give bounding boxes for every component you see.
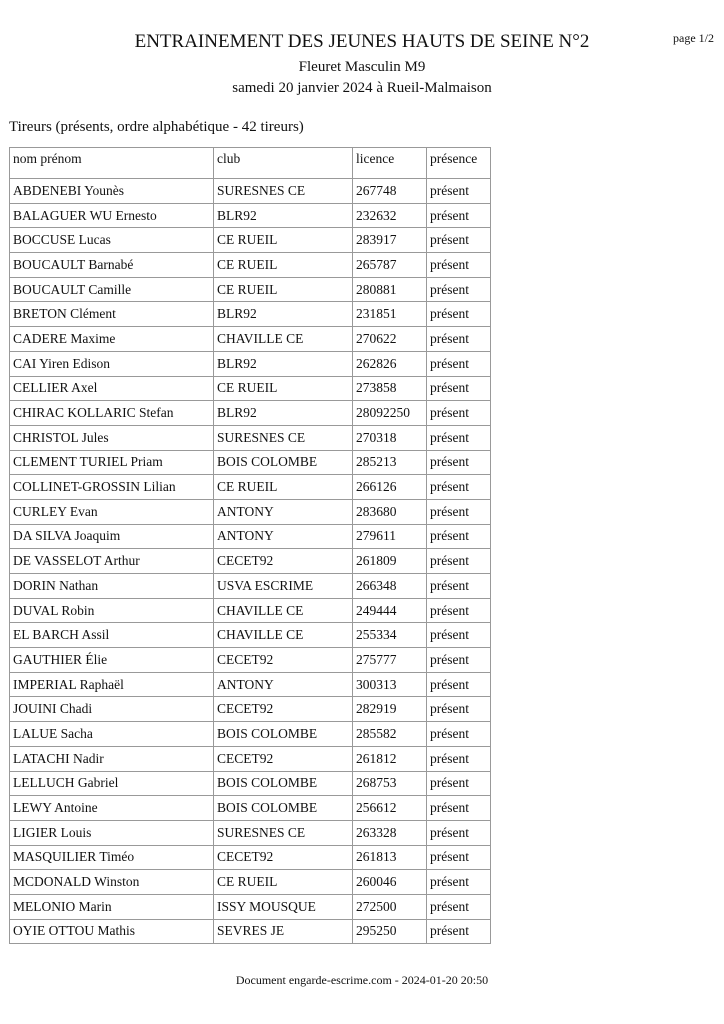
cell-licence: 273858 xyxy=(353,376,427,401)
cell-presence: présent xyxy=(427,648,491,673)
cell-licence: 270318 xyxy=(353,425,427,450)
cell-name: MASQUILIER Timéo xyxy=(10,845,214,870)
cell-club: CE RUEIL xyxy=(214,253,353,278)
cell-name: CELLIER Axel xyxy=(10,376,214,401)
cell-presence: présent xyxy=(427,870,491,895)
cell-licence: 232632 xyxy=(353,203,427,228)
table-row xyxy=(10,894,491,919)
table-row xyxy=(10,820,491,845)
cell-club: CE RUEIL xyxy=(214,277,353,302)
cell-club: SURESNES CE xyxy=(214,425,353,450)
cell-name: BRETON Clément xyxy=(10,302,214,327)
fencers-table xyxy=(9,147,491,944)
cell-presence: présent xyxy=(427,302,491,327)
cell-name: LIGIER Louis xyxy=(10,820,214,845)
cell-presence: présent xyxy=(427,524,491,549)
cell-licence: 267748 xyxy=(353,179,427,204)
cell-presence: présent xyxy=(427,203,491,228)
cell-club: CECET92 xyxy=(214,845,353,870)
cell-licence: 279611 xyxy=(353,524,427,549)
cell-club: CE RUEIL xyxy=(214,870,353,895)
table-row xyxy=(10,870,491,895)
table-row xyxy=(10,401,491,426)
table-row xyxy=(10,796,491,821)
document-footer: Document engarde-escrime.com - 2024-01-20 20:50 xyxy=(235,973,489,987)
table-row xyxy=(10,771,491,796)
cell-club: BOIS COLOMBE xyxy=(214,450,353,475)
table-row xyxy=(10,845,491,870)
cell-club: CECET92 xyxy=(214,648,353,673)
cell-club: BLR92 xyxy=(214,401,353,426)
cell-name: OYIE OTTOU Mathis xyxy=(10,919,214,944)
cell-name: BALAGUER WU Ernesto xyxy=(10,203,214,228)
table-row xyxy=(10,598,491,623)
cell-presence: présent xyxy=(427,746,491,771)
cell-licence: 283680 xyxy=(353,499,427,524)
cell-presence: présent xyxy=(427,450,491,475)
document-subtitle: Fleuret Masculin M9 xyxy=(298,59,426,75)
cell-club: SEVRES JE xyxy=(214,919,353,944)
cell-name: BOUCAULT Camille xyxy=(10,277,214,302)
cell-presence: présent xyxy=(427,820,491,845)
cell-name: LELLUCH Gabriel xyxy=(10,771,214,796)
cell-licence: 262826 xyxy=(353,351,427,376)
cell-licence: 261809 xyxy=(353,549,427,574)
table-row xyxy=(10,179,491,204)
cell-name: GAUTHIER Élie xyxy=(10,648,214,673)
cell-licence: 231851 xyxy=(353,302,427,327)
cell-presence: présent xyxy=(427,549,491,574)
cell-licence: 261813 xyxy=(353,845,427,870)
column-header-club: club xyxy=(214,148,353,179)
cell-licence: 266348 xyxy=(353,574,427,599)
cell-name: LALUE Sacha xyxy=(10,722,214,747)
table-row xyxy=(10,524,491,549)
cell-licence: 283917 xyxy=(353,228,427,253)
cell-name: ABDENEBI Younès xyxy=(10,179,214,204)
event-date-location: samedi 20 janvier 2024 à Rueil-Malmaison xyxy=(232,80,492,96)
cell-club: BOIS COLOMBE xyxy=(214,722,353,747)
table-row xyxy=(10,722,491,747)
table-row xyxy=(10,327,491,352)
cell-name: CHRISTOL Jules xyxy=(10,425,214,450)
cell-licence: 255334 xyxy=(353,623,427,648)
cell-licence: 282919 xyxy=(353,697,427,722)
cell-club: USVA ESCRIME xyxy=(214,574,353,599)
cell-presence: présent xyxy=(427,697,491,722)
cell-club: CE RUEIL xyxy=(214,376,353,401)
cell-licence: 300313 xyxy=(353,672,427,697)
cell-presence: présent xyxy=(427,351,491,376)
table-row xyxy=(10,648,491,673)
cell-presence: présent xyxy=(427,327,491,352)
cell-presence: présent xyxy=(427,598,491,623)
cell-name: BOCCUSE Lucas xyxy=(10,228,214,253)
cell-club: SURESNES CE xyxy=(214,820,353,845)
cell-club: BLR92 xyxy=(214,351,353,376)
cell-name: MCDONALD Winston xyxy=(10,870,214,895)
cell-club: ISSY MOUSQUE xyxy=(214,894,353,919)
cell-name: CLEMENT TURIEL Priam xyxy=(10,450,214,475)
table-row xyxy=(10,253,491,278)
cell-name: DUVAL Robin xyxy=(10,598,214,623)
table-row xyxy=(10,302,491,327)
document-title: ENTRAINEMENT DES JEUNES HAUTS DE SEINE N°2 xyxy=(134,31,590,52)
cell-name: CAI Yiren Edison xyxy=(10,351,214,376)
cell-licence: 263328 xyxy=(353,820,427,845)
cell-licence: 266126 xyxy=(353,475,427,500)
cell-club: ANTONY xyxy=(214,499,353,524)
cell-name: DA SILVA Joaquim xyxy=(10,524,214,549)
table-row xyxy=(10,425,491,450)
cell-name: CURLEY Evan xyxy=(10,499,214,524)
cell-club: CECET92 xyxy=(214,549,353,574)
cell-club: SURESNES CE xyxy=(214,179,353,204)
cell-presence: présent xyxy=(427,894,491,919)
cell-licence: 272500 xyxy=(353,894,427,919)
cell-presence: présent xyxy=(427,475,491,500)
cell-presence: présent xyxy=(427,672,491,697)
cell-presence: présent xyxy=(427,574,491,599)
cell-presence: présent xyxy=(427,228,491,253)
cell-presence: présent xyxy=(427,253,491,278)
column-header-name: nom prénom xyxy=(10,148,214,179)
page-number: page 1/2 xyxy=(673,31,714,45)
cell-name: COLLINET-GROSSIN Lilian xyxy=(10,475,214,500)
table-row xyxy=(10,351,491,376)
cell-name: BOUCAULT Barnabé xyxy=(10,253,214,278)
cell-name: CHIRAC KOLLARIC Stefan xyxy=(10,401,214,426)
cell-club: CE RUEIL xyxy=(214,475,353,500)
table-row xyxy=(10,277,491,302)
table-row xyxy=(10,549,491,574)
table-row xyxy=(10,228,491,253)
cell-presence: présent xyxy=(427,401,491,426)
cell-presence: présent xyxy=(427,845,491,870)
cell-presence: présent xyxy=(427,919,491,944)
cell-name: JOUINI Chadi xyxy=(10,697,214,722)
cell-licence: 260046 xyxy=(353,870,427,895)
column-header-licence: licence xyxy=(353,148,427,179)
cell-presence: présent xyxy=(427,771,491,796)
cell-licence: 295250 xyxy=(353,919,427,944)
table-row xyxy=(10,672,491,697)
table-caption: Tireurs (présents, ordre alphabétique - 42 tireurs) xyxy=(9,119,304,135)
table-header-row xyxy=(10,148,491,179)
cell-presence: présent xyxy=(427,623,491,648)
table-row xyxy=(10,574,491,599)
cell-club: CHAVILLE CE xyxy=(214,623,353,648)
cell-presence: présent xyxy=(427,277,491,302)
cell-licence: 268753 xyxy=(353,771,427,796)
cell-licence: 280881 xyxy=(353,277,427,302)
cell-licence: 270622 xyxy=(353,327,427,352)
cell-presence: présent xyxy=(427,425,491,450)
cell-licence: 265787 xyxy=(353,253,427,278)
cell-club: CECET92 xyxy=(214,697,353,722)
table-row xyxy=(10,376,491,401)
cell-licence: 261812 xyxy=(353,746,427,771)
cell-name: IMPERIAL Raphaël xyxy=(10,672,214,697)
cell-club: CECET92 xyxy=(214,746,353,771)
cell-presence: présent xyxy=(427,179,491,204)
cell-licence: 275777 xyxy=(353,648,427,673)
table-row xyxy=(10,475,491,500)
cell-licence: 28092250 xyxy=(353,401,427,426)
cell-club: BOIS COLOMBE xyxy=(214,771,353,796)
cell-club: BLR92 xyxy=(214,203,353,228)
cell-club: ANTONY xyxy=(214,672,353,697)
table-row xyxy=(10,450,491,475)
table-row xyxy=(10,623,491,648)
table-row xyxy=(10,746,491,771)
cell-club: CE RUEIL xyxy=(214,228,353,253)
cell-presence: présent xyxy=(427,499,491,524)
cell-licence: 285213 xyxy=(353,450,427,475)
cell-name: LEWY Antoine xyxy=(10,796,214,821)
table-row xyxy=(10,919,491,944)
cell-club: CHAVILLE CE xyxy=(214,598,353,623)
cell-name: DORIN Nathan xyxy=(10,574,214,599)
cell-name: MELONIO Marin xyxy=(10,894,214,919)
cell-club: CHAVILLE CE xyxy=(214,327,353,352)
table-row xyxy=(10,697,491,722)
cell-club: BOIS COLOMBE xyxy=(214,796,353,821)
cell-name: DE VASSELOT Arthur xyxy=(10,549,214,574)
cell-presence: présent xyxy=(427,796,491,821)
cell-licence: 249444 xyxy=(353,598,427,623)
cell-club: ANTONY xyxy=(214,524,353,549)
table-row xyxy=(10,499,491,524)
cell-name: LATACHI Nadir xyxy=(10,746,214,771)
table-row xyxy=(10,203,491,228)
cell-presence: présent xyxy=(427,376,491,401)
cell-name: EL BARCH Assil xyxy=(10,623,214,648)
cell-licence: 256612 xyxy=(353,796,427,821)
column-header-presence: présence xyxy=(427,148,491,179)
cell-club: BLR92 xyxy=(214,302,353,327)
cell-licence: 285582 xyxy=(353,722,427,747)
cell-presence: présent xyxy=(427,722,491,747)
cell-name: CADERE Maxime xyxy=(10,327,214,352)
